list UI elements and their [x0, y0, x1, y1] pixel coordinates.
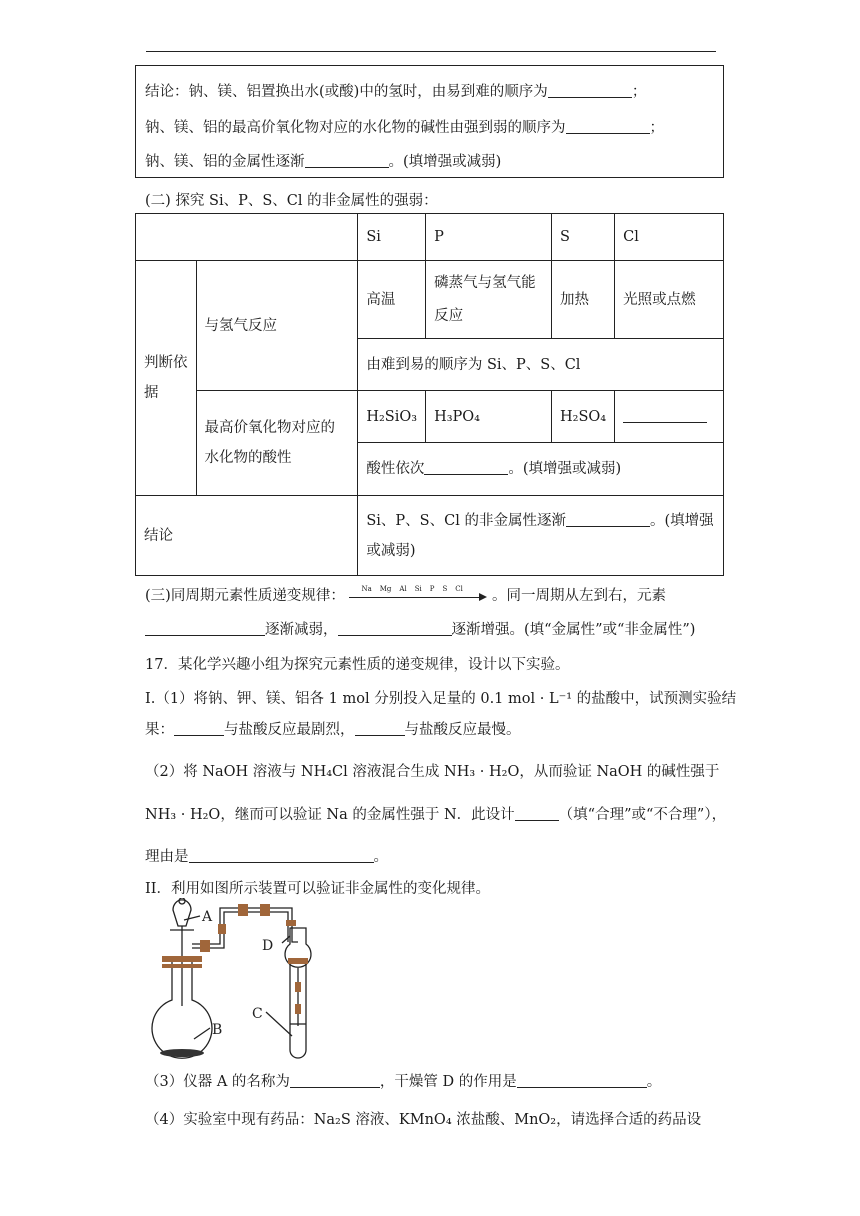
answer-blank[interactable] — [424, 460, 508, 475]
acid-s: H₂SO₄ — [552, 391, 615, 443]
period-arrow: Na Mg Al Si P S Cl — [349, 588, 487, 602]
q17-part1-line2: 果： 与盐酸反应最剧烈， 与盐酸反应最慢。 — [145, 722, 521, 738]
label-a: A — [202, 909, 213, 925]
conclusion-line-2: 钠、镁、铝的最高价氧化物对应的水化物的碱性由强到弱的顺序为 ； — [145, 120, 664, 136]
label-c: C — [252, 1006, 263, 1022]
q17-q4: （4）实验室中现有药品：Na₂S 溶液、KMnO₄ 浓盐酸、MnO₂，请选择合适的药品设 — [145, 1112, 702, 1128]
conclusion-label: 结论 — [136, 496, 358, 576]
q17-q2-line2: NH₃ · H₂O，继而可以验证 Na 的金属性强于 N．此设计 （填“合理”或“不合理”）， — [145, 807, 727, 823]
label-b: B — [212, 1022, 223, 1038]
answer-blank[interactable] — [174, 721, 224, 736]
answer-blank[interactable] — [189, 848, 374, 863]
answer-blank[interactable] — [548, 83, 632, 98]
label-d: D — [262, 938, 274, 954]
table-corner — [136, 214, 358, 261]
h2-si: 高温 — [358, 261, 426, 339]
answer-blank[interactable] — [515, 806, 559, 821]
acid-p: H₃PO₄ — [426, 391, 552, 443]
answer-blank[interactable] — [305, 153, 389, 168]
header-p: P — [426, 214, 552, 261]
answer-blank[interactable] — [355, 721, 405, 736]
acid-si: H₂SiO₃ — [358, 391, 426, 443]
q17-q2-line1: （2）将 NaOH 溶液与 NH₄Cl 溶液混合生成 NH₃ · H₂O，从而验证 NaOH 的碱性强于 — [145, 764, 720, 780]
nonmetal-table — [135, 213, 724, 576]
h2-reaction-label: 与氢气反应 — [196, 261, 358, 391]
conclusion-line-3: 钠、镁、铝的金属性逐渐 。(填增强或减弱) — [145, 154, 502, 170]
section-3-line-1: (三)同周期元素性质递变规律： Na Mg Al Si P S Cl 。同一周期从左到右，元素 — [145, 585, 667, 604]
answer-blank[interactable] — [566, 119, 650, 134]
section-2-title: (二) 探究 Si、P、S、Cl 的非金属性的强弱： — [145, 193, 438, 209]
q17-title: 17．某化学兴趣小组为探究元素性质的递变规律，设计以下实验。 — [145, 657, 570, 673]
answer-blank[interactable] — [338, 621, 452, 636]
header-s: S — [552, 214, 615, 261]
q17-part1-line1: I.（1）将钠、钾、镁、铝各 1 mol 分别投入足量的 0.1 mol · L⁻¹ 的盐酸中，试预测实验结 — [145, 691, 737, 707]
q17-q2-line3: 理由是 。 — [145, 849, 388, 865]
header-cl: Cl — [615, 214, 724, 261]
apparatus-figure — [140, 898, 330, 1062]
acid-label: 最高价氧化物对应的水化物的酸性 — [196, 391, 358, 496]
q17-part2-title: II．利用如图所示装置可以验证非金属性的变化规律。 — [145, 881, 490, 897]
judge-basis-label: 判断依据 — [136, 261, 197, 496]
conclusion-line-1: 结论：钠、镁、铝置换出水(或酸)中的氢时，由易到难的顺序为 ； — [145, 84, 647, 100]
section-3-line-2: 逐渐减弱， 逐渐增强。(填“金属性”或“非金属性”) — [145, 618, 695, 639]
acid-strength: 酸性依次 。(填增强或减弱) — [358, 443, 724, 496]
header-si: Si — [358, 214, 426, 261]
h2-order: 由难到易的顺序为 Si、P、S、Cl — [358, 339, 724, 391]
answer-blank[interactable] — [290, 1073, 380, 1088]
h2-p: 磷蒸气与氢气能反应 — [426, 261, 552, 339]
answer-blank[interactable] — [566, 512, 650, 527]
conclusion-text: Si、P、S、Cl 的非金属性逐渐 。(填增强或减弱) — [358, 496, 724, 576]
q17-q3: （3）仪器 A 的名称为 ，干燥管 D 的作用是 。 — [145, 1074, 662, 1090]
header-rule — [146, 51, 716, 52]
answer-blank[interactable] — [145, 621, 265, 636]
h2-s: 加热 — [552, 261, 615, 339]
arrow-head-icon — [479, 593, 487, 601]
acid-cl-blank[interactable] — [615, 391, 724, 443]
answer-blank[interactable] — [517, 1073, 647, 1088]
h2-cl: 光照或点燃 — [615, 261, 724, 339]
